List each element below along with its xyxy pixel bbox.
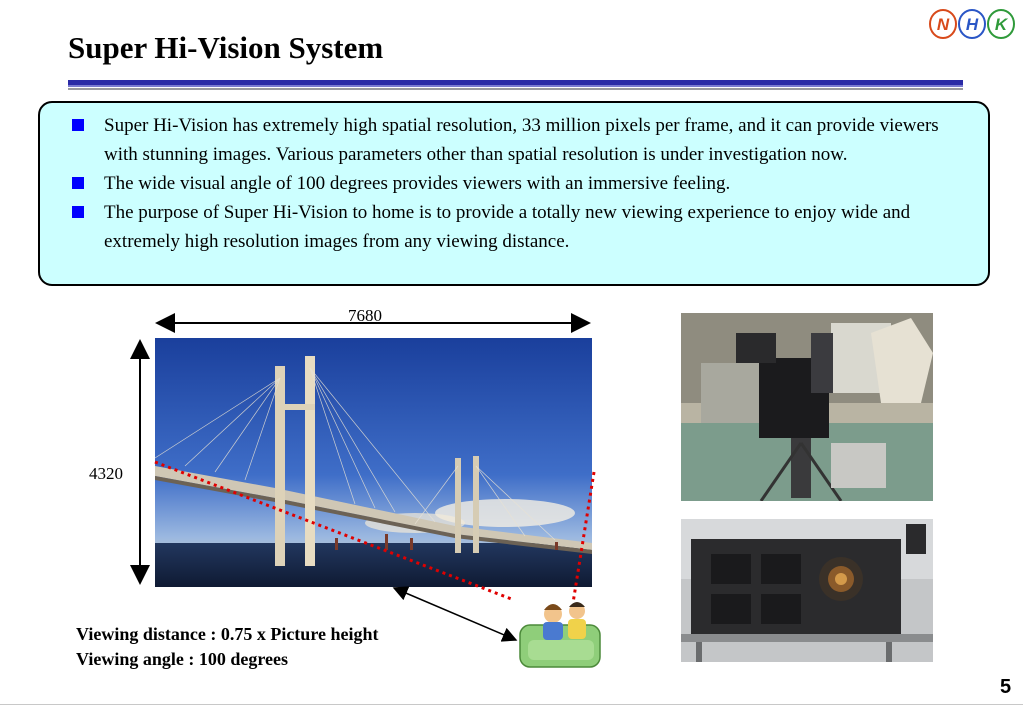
title-underline-shadow <box>68 88 963 90</box>
viewing-caption <box>76 622 378 672</box>
height-label: 4320 <box>89 464 123 483</box>
logo-letter-k: K <box>994 15 1008 34</box>
viewing-angle-text: Viewing angle : 100 degrees <box>76 649 288 669</box>
viewing-distance-arrow <box>394 588 516 640</box>
page-number: 5 <box>1000 676 1012 698</box>
width-label: 7680 <box>348 306 382 325</box>
logo-letter-h: H <box>965 15 979 34</box>
title-underline <box>68 80 963 87</box>
bullet-text: Super Hi-Vision has extremely high spatial resolution, 33 million pixels per frame, and it can provide viewers with stunning images. Various parameters other than spatial resolution is under investigation now. <box>104 115 939 165</box>
bridge-photo <box>155 338 592 587</box>
logo-letter-n: N <box>936 15 950 34</box>
camera-photo <box>681 313 933 501</box>
bullet-square-icon <box>72 177 84 189</box>
nhk-logo <box>928 8 1016 40</box>
bullet-box <box>38 101 990 286</box>
viewing-distance-text: Viewing distance : 0.75 x Picture height <box>76 624 379 644</box>
projector-photo <box>681 519 933 662</box>
bullet-text: The purpose of Super Hi-Vision to home is to provide a totally new viewing experience to enjoy wide and extremely high resolution images from any viewing distance. <box>104 202 911 252</box>
bullet-square-icon <box>72 206 84 218</box>
bullet-item <box>72 111 968 169</box>
bullet-square-icon <box>72 119 84 131</box>
bullet-item <box>72 198 968 256</box>
bullet-text: The wide visual angle of 100 degrees provides viewers with an immersive feeling. <box>104 173 731 194</box>
slide-title: Super Hi-Vision System <box>68 30 384 65</box>
bullet-item <box>72 169 968 198</box>
footer-divider <box>0 704 1023 705</box>
viewers-on-sofa-icon <box>520 602 600 667</box>
